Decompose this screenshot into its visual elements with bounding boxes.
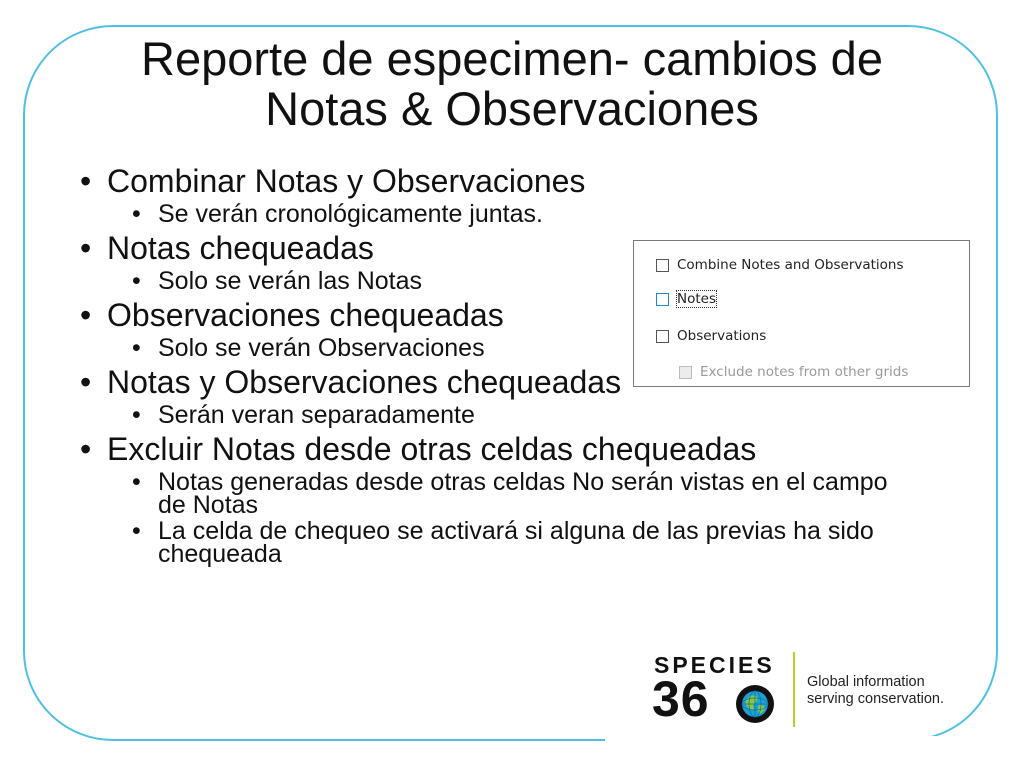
bullet-text: Notas y Observaciones chequeadas [107,364,622,400]
observations-label: Observations [677,328,767,344]
exclude-notes-label: Exclude notes from other grids [700,364,909,380]
tagline-line-1: Global information [807,674,925,690]
sub-bullet-item: • Solo se verán las Notas [107,270,980,293]
observations-option[interactable] [656,327,766,345]
options-panel-screenshot [633,240,970,387]
globe-icon [734,683,776,725]
notes-option[interactable] [656,290,716,308]
title-line-1: Reporte de especimen- cambios de [141,32,883,85]
logo-divider [793,652,795,727]
bullet-text: Observaciones chequeadas [107,297,504,333]
sub-bullet-list [107,401,980,429]
combine-notes-label: Combine Notes and Observations [677,257,904,273]
frame-gap [605,736,1005,748]
sub-bullet-list [107,468,907,568]
sub-bullet-item: • Serán veran separadamente [107,404,980,427]
bullet-item [80,163,980,226]
title-line-2: Notas & Observaciones [265,82,759,135]
notes-label: Notes [677,291,716,307]
logo-wordmark: SPECIES [654,652,775,678]
exclude-notes-option[interactable] [679,363,908,381]
bullet-text: Combinar Notas y Observaciones [107,163,586,199]
exclude-notes-checkbox[interactable] [679,366,692,379]
logo-tagline [807,674,944,708]
notes-checkbox[interactable] [656,293,669,306]
sub-bullet-list [107,200,980,228]
bullet-text: Excluir Notas desde otras celdas chequeadas [107,431,757,467]
sub-bullet-item: • La celda de chequeo se activará si alguna de las previas ha sido chequeada [107,520,907,566]
bullet-item [80,431,980,566]
sub-bullet-item: • Solo se verán Observaciones [107,337,980,360]
bullet-text: Notas chequeadas [107,230,374,266]
observations-checkbox[interactable] [656,330,669,343]
tagline-line-2: serving conservation. [807,691,945,707]
slide-title [40,34,984,134]
logo-number: 36 [652,671,710,727]
combine-notes-checkbox[interactable] [656,259,669,272]
sub-bullet-item: • Notas generadas desde otras celdas No serán vistas en el campo de Notas [107,471,907,517]
species360-logo [652,650,972,730]
sub-bullet-item: • Se verán cronológicamente juntas. [107,203,980,226]
combine-notes-option[interactable] [656,256,904,274]
